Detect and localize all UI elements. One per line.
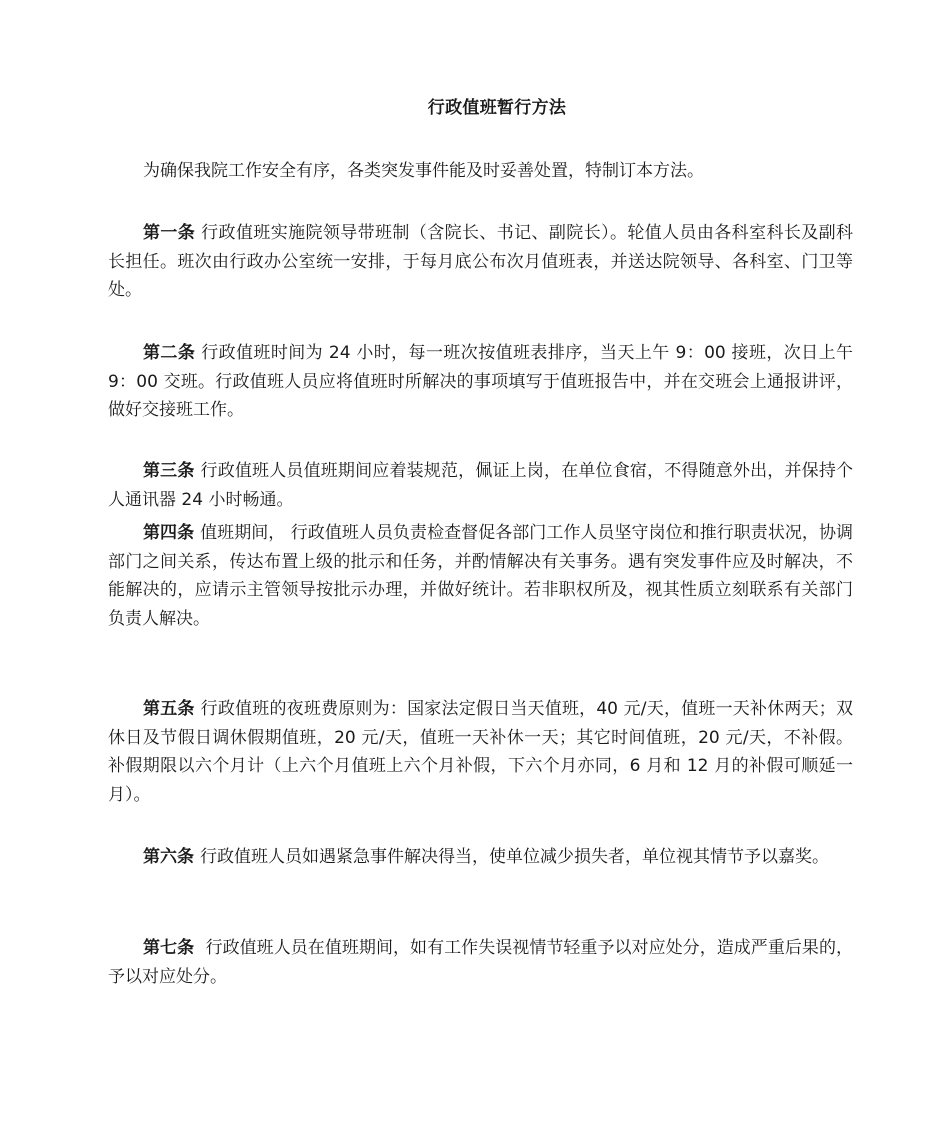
article-label: 第二条 xyxy=(143,343,196,363)
article-label: 第五条 xyxy=(143,699,195,719)
article-text: 值班期间， 行政值班人员负责检查督促各部门工作人员坚守岗位和推行职责状况，协调部门之间关系，传达布置上级的批示和任务，并酌情解决有关事务。遇有突发事件应及时解决，不能解决的，应请示主管领导按批示办理，并做好统计。若非职权所及，视其性质立刻联系有关部门负责人解决。 xyxy=(108,523,854,629)
article-text: 行政值班时间为 24 小时，每一班次按值班表排序，当天上午 9：00 接班，次日上午 9：00 交班。行政值班人员应将值班时所解决的事项填写于值班报告中，并在交班会上通报讲评，做好交接班工作。 xyxy=(108,343,854,420)
article-text: 行政值班实施院领导带班制（含院长、书记、副院长）。轮值人员由各科室科长及副科长担任。班次由行政办公室统一安排，于每月底公布次月值班表，并送达院领导、各科室、门卫等处。 xyxy=(108,223,854,300)
article-7 xyxy=(108,934,853,991)
document-title: 行政值班暂行方法 xyxy=(427,98,567,118)
article-text: 行政值班人员值班期间应着装规范，佩证上岗，在单位食宿，不得随意外出，并保持个人通讯器 24 小时畅通。 xyxy=(108,461,854,510)
article-label: 第七条 xyxy=(143,938,195,958)
article-5 xyxy=(108,695,853,809)
article-label: 第六条 xyxy=(143,847,194,867)
article-text: 行政值班的夜班费原则为：国家法定假日当天值班，40 元/天，值班一天补休两天；双休日及节假日调休假期值班，20 元/天，值班一天补休一天；其它时间值班，20 元/天，不补假。补假期限以六个月计（上六个月值班上六个月补假，下六个月亦同，6 月和 12 月的补假可顺延一月）。 xyxy=(108,699,854,805)
article-1 xyxy=(108,219,853,305)
intro-paragraph: 为确保我院工作安全有序，各类突发事件能及时妥善处置，特制订本方法。 xyxy=(143,161,704,181)
article-text: 行政值班人员在值班期间，如有工作失误视情节轻重予以对应处分，造成严重后果的，予以对应处分。 xyxy=(108,938,854,987)
article-6 xyxy=(108,843,853,872)
article-label: 第三条 xyxy=(143,461,195,481)
article-text: 行政值班人员如遇紧急事件解决得当，使单位减少损失者，单位视其情节予以嘉奖。 xyxy=(200,847,829,867)
article-label: 第一条 xyxy=(143,223,196,243)
article-3 xyxy=(108,457,853,514)
article-2 xyxy=(108,339,853,425)
article-label: 第四条 xyxy=(143,523,195,543)
article-4 xyxy=(108,519,853,633)
